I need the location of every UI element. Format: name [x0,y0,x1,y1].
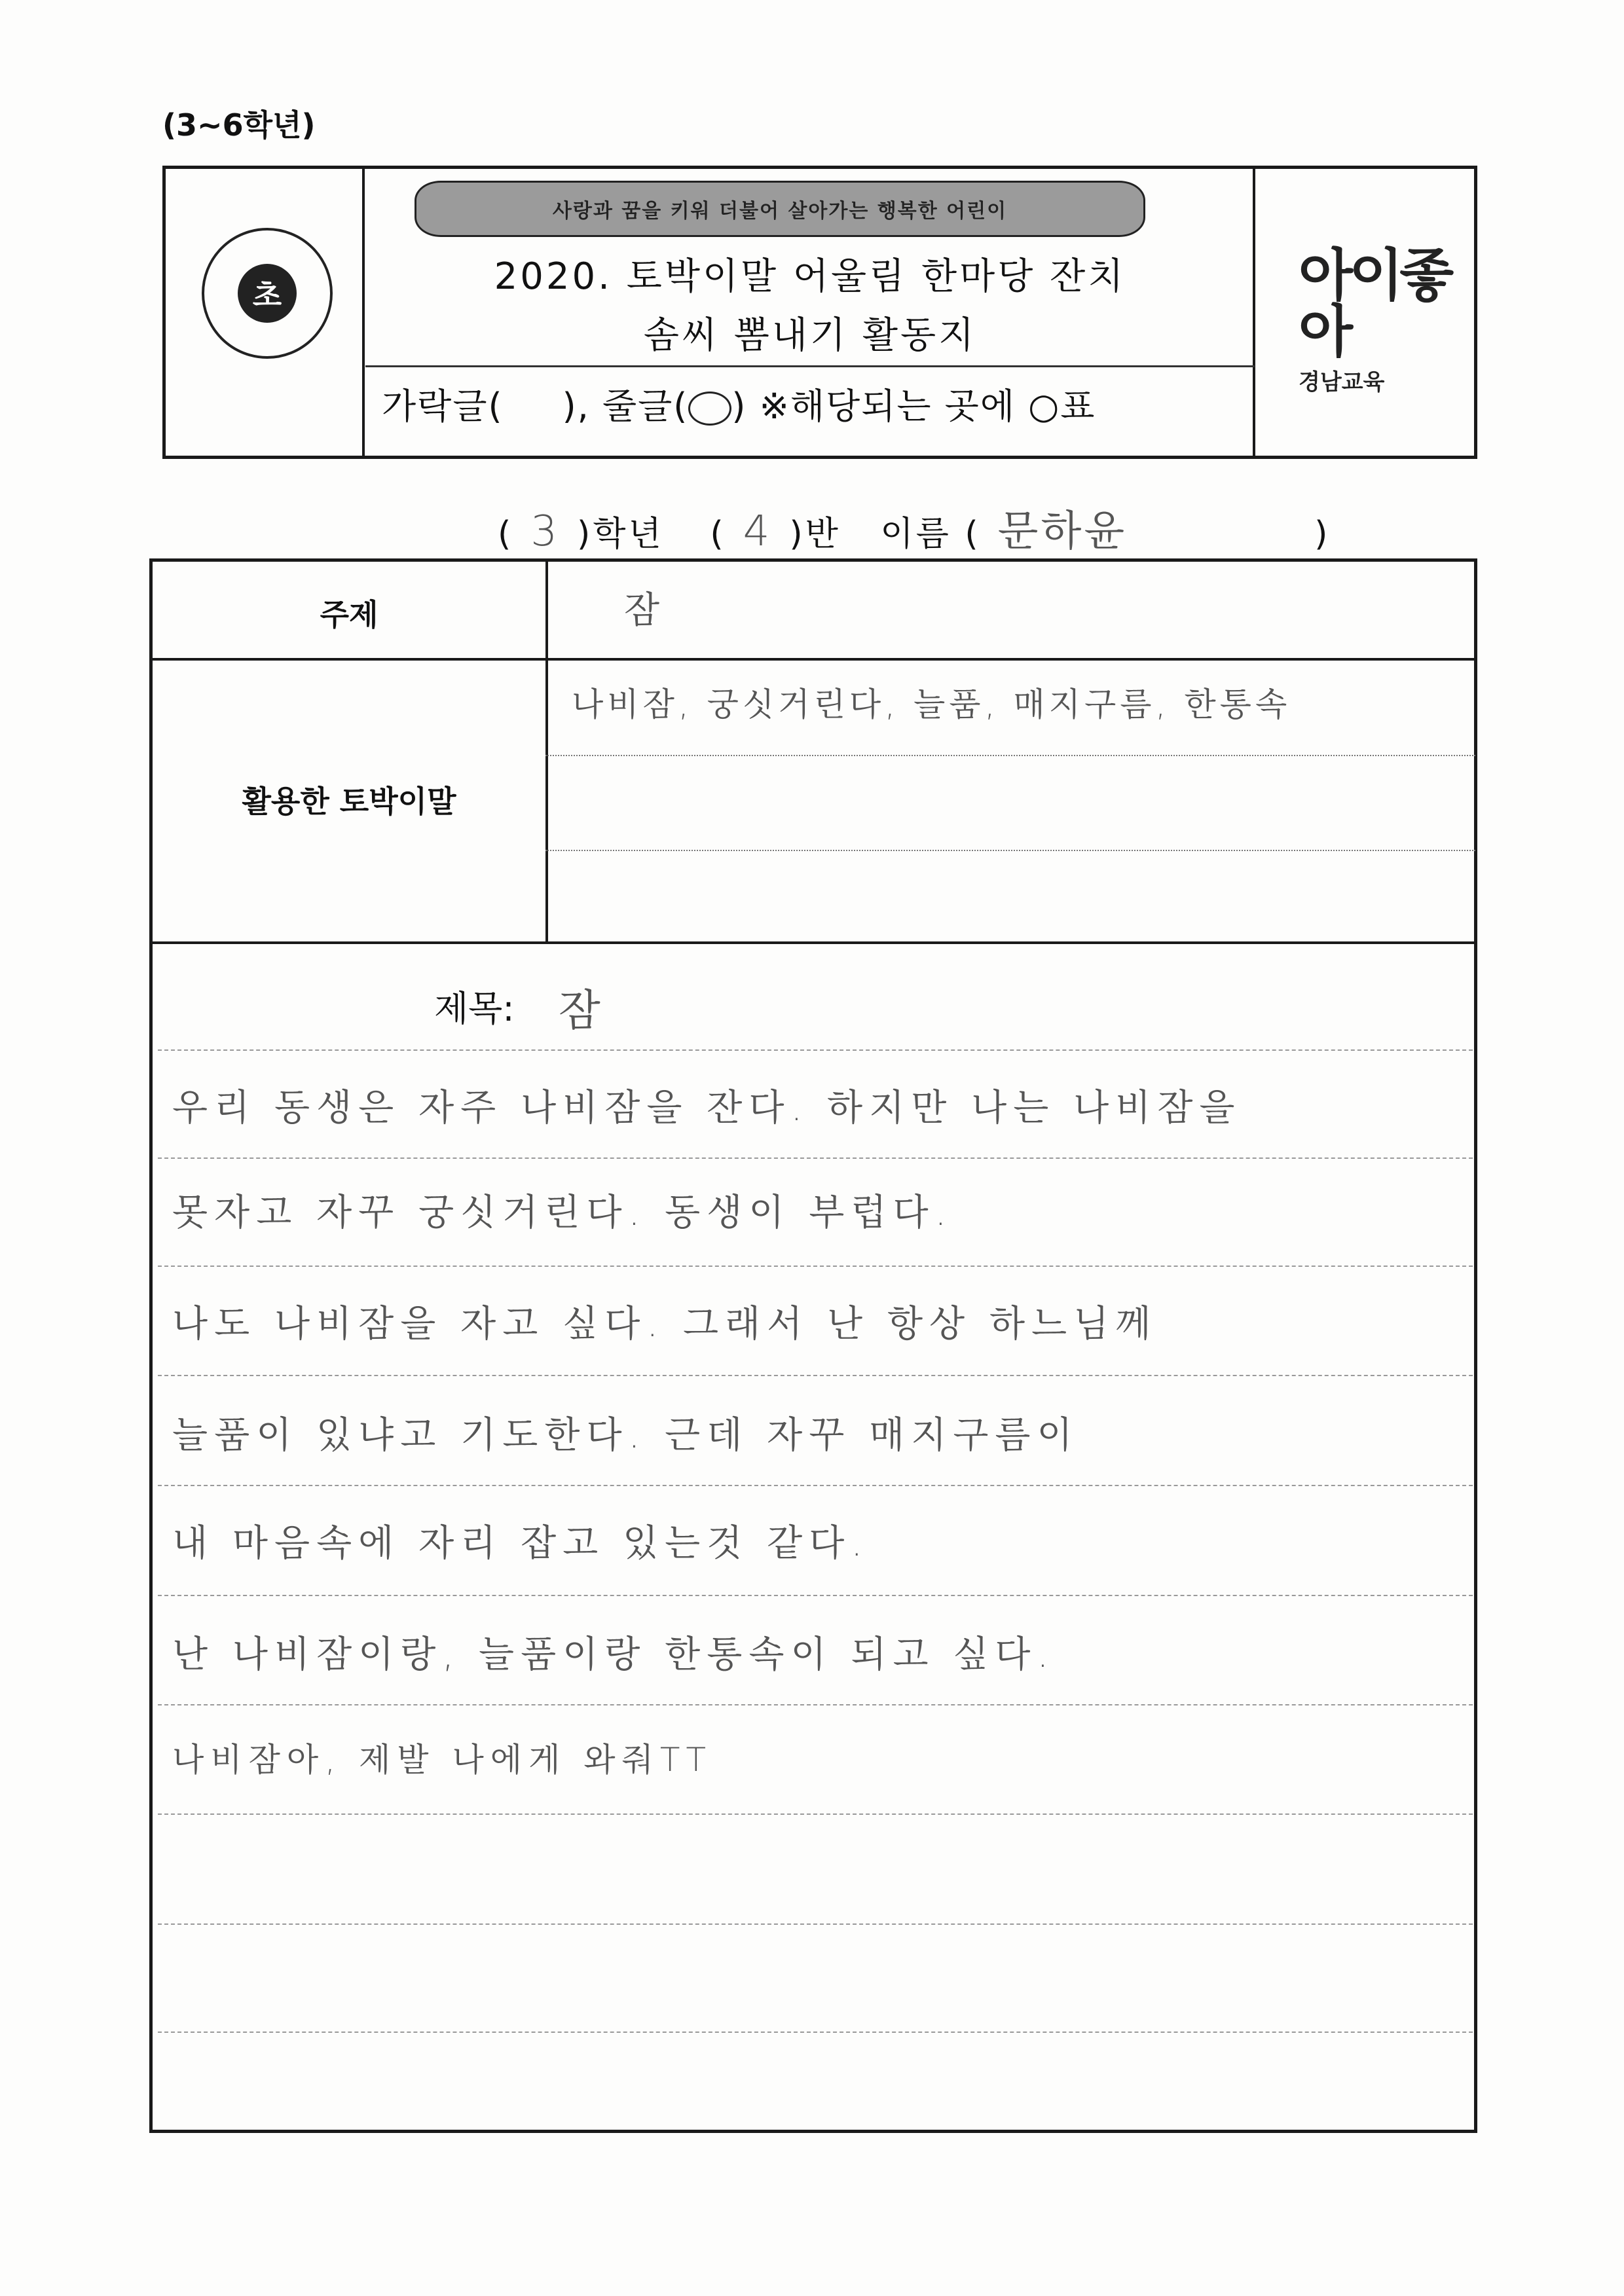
seal-char: 초 [238,264,297,323]
words-value: 나비잠, 궁싯거린다, 늘품, 매지구름, 한통속 [572,685,1291,723]
header-divider-left [362,169,365,456]
genre-circle-mark [688,392,731,426]
writing-line [158,1157,1473,1159]
page-title: 2020. 토박이말 어울림 한마당 잔치 [494,255,1126,298]
writing-line [158,1595,1473,1596]
motto-banner: 사랑과 꿈을 키워 더불어 살아가는 행복한 어린이 [415,181,1145,237]
logo-subtitle: 경남교육 [1299,369,1385,395]
grade-label: )학년 [577,515,664,554]
writing-line [158,1813,1473,1815]
essay-line-4: 늘품이 있냐고 기도한다. 근데 자꾸 매지구름이 [172,1414,1079,1457]
genre-suffix: ) ※해당되는 곳에 ○표 [731,386,1096,427]
writing-line [158,1375,1473,1376]
topic-row-divider [153,658,1474,661]
class-value: 4 [743,507,773,556]
seal-ring [202,228,333,359]
essay-line-3: 나도 나비잠을 자고 싶다. 그래서 난 항상 하느님께 [172,1303,1158,1345]
writing-line [158,1704,1473,1705]
words-line-1 [545,755,1475,756]
genre-selection [382,378,1096,429]
header-box [162,166,1477,459]
essay-line-2: 못자고 자꾸 궁싯거린다. 동생이 부럽다. [172,1192,953,1234]
name-label: 이름 ( [880,515,981,554]
grade-value: 3 [530,507,561,556]
student-name: 문하윤 [997,507,1128,556]
logo-wordmark: 아이좋아 [1299,243,1450,365]
words-label: 활용한 토박이말 [242,784,456,819]
words-line-2 [545,850,1475,851]
essay-line-1: 우리 동생은 자주 나비잠을 잔다. 하지만 나는 나비잠을 [172,1087,1242,1129]
writing-line [158,2032,1473,2033]
writing-line [158,1485,1473,1486]
writing-line [158,1049,1473,1051]
essay-title-label: 제목: [434,988,515,1029]
words-row-divider [153,941,1474,944]
paren-close: ) [1314,515,1331,554]
header-divider-row [365,365,1255,367]
genre-mid: ), 줄글( [562,386,689,427]
label-column-divider [545,562,548,941]
class-label: )반 [789,515,841,554]
paren-open: ( [498,515,514,554]
topic-value: 잠 [624,589,667,632]
activity-sheet-table [149,558,1477,2133]
topic-label: 주제 [320,597,378,632]
genre-prefix: 가락글( [382,386,504,427]
essay-line-6: 난 나비잠이랑, 늘품이랑 한통속이 되고 싶다. [172,1633,1056,1676]
essay-line-5: 내 마음속에 자리 잡고 있는것 같다. [172,1522,870,1565]
paren-open-2: ( [710,515,726,554]
page-subtitle: 솜씨 뽐내기 활동지 [643,314,977,357]
essay-title-value: 잠 [559,985,607,1036]
gyeongnam-education-logo [1299,243,1462,395]
student-info [498,498,1330,558]
writing-line [158,1923,1473,1925]
grade-range: (3~6학년) [162,107,316,143]
school-seal [202,228,333,359]
writing-line [158,1266,1473,1267]
essay-line-7: 나비잠아, 제발 나에게 와줘TT [172,1741,713,1779]
